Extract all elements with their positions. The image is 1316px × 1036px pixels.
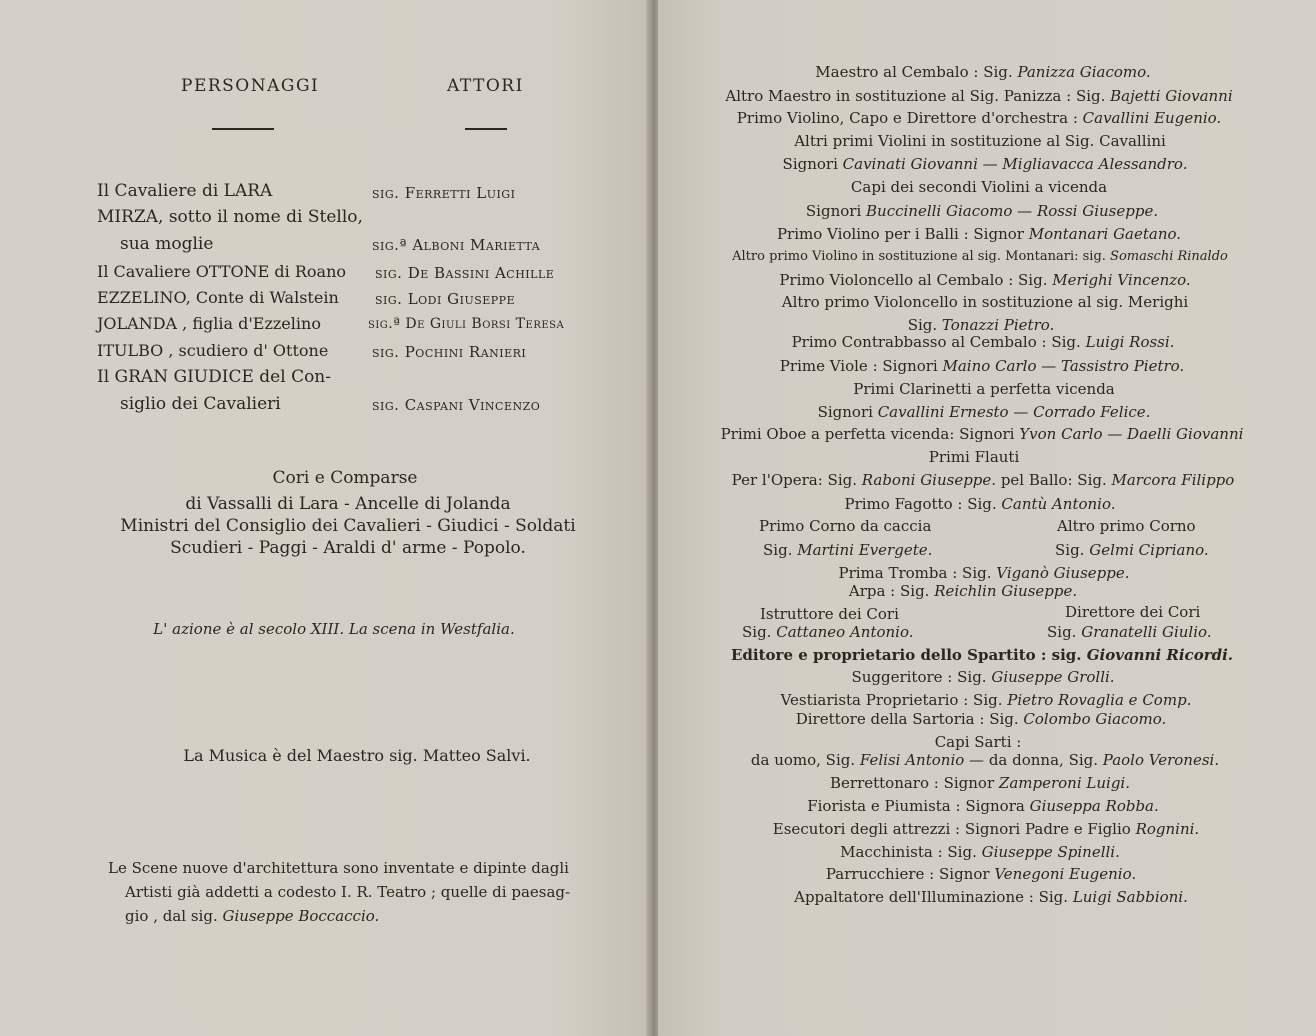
cori-title: Cori e Comparse (272, 468, 418, 488)
staff-role: Primo Fagotto : Sig. (844, 495, 1002, 513)
staff-line (732, 470, 1235, 490)
staff-name: Giuseppe Grolli. (991, 668, 1115, 686)
staff-role: Vestiarista Proprietario : Sig. (780, 691, 1008, 709)
staff-role: Primi Oboe a perfetta vicenda: Signori (720, 425, 1020, 443)
staff-name: Marcora Filippo (1111, 471, 1235, 489)
staff-role: Editore e proprietario dello Spartito : sig. (730, 646, 1087, 664)
cori-istruttore-name (742, 622, 914, 642)
staff-role: Sig. (1047, 623, 1082, 641)
staff-role: Appaltatore dell'Illuminazione : Sig. (794, 888, 1073, 906)
staff-name: Zamperoni Luigi. (998, 774, 1130, 792)
staff-name: Somaschi Rinaldo (1110, 249, 1228, 264)
azione-line: L' azione è al secolo XIII. La scena in Westfalia. (153, 620, 515, 638)
rule-personaggi (212, 128, 274, 130)
staff-name: Martini Evergete. (797, 541, 933, 559)
staff-role: Fiorista e Piumista : Signora (807, 797, 1030, 815)
staff-name: Venegoni Eugenio. (994, 865, 1137, 883)
staff-line (844, 494, 1115, 514)
staff-role: Sig. (763, 541, 798, 559)
staff-line (751, 750, 1219, 770)
staff-role: Prima Tromba : Sig. (838, 564, 997, 582)
scene-line: Le Scene nuove d'architettura sono inventate e dipinte dagli (108, 859, 569, 877)
cast-actor: sig.ª Alboni Marietta (372, 236, 541, 254)
musica-line: La Musica è del Maestro sig. Matteo Salvi. (183, 746, 531, 765)
staff-name: Cavallini Eugenio. (1082, 109, 1222, 127)
cori-line: Ministri del Consiglio dei Cavalieri - Giudici - Soldati (120, 516, 576, 536)
cori-direttore-name (1047, 622, 1212, 642)
staff-role: Arpa : Sig. (848, 582, 935, 600)
corno-altro-name (1055, 540, 1209, 560)
staff-name: Buccinelli Giacomo — Rossi Giuseppe. (866, 202, 1159, 220)
staff-name: Felisi Antonio (859, 751, 965, 769)
staff-name: Reichlin Giuseppe. (934, 582, 1078, 600)
staff-role: da uomo, Sig. (750, 751, 860, 769)
staff-line (721, 424, 1244, 444)
staff-line (794, 887, 1188, 907)
staff-line: Primi Flauti (928, 448, 1020, 466)
staff-role: Maestro al Cembalo : Sig. (815, 63, 1018, 81)
staff-line (796, 709, 1167, 729)
staff-role: Primo Violoncello al Cembalo : Sig. (779, 271, 1053, 289)
staff-line (737, 108, 1221, 128)
cast-role: JOLANDA , figlia d'Ezzelino (97, 314, 321, 333)
staff-line (731, 645, 1233, 665)
staff-name: Cavallini Ernesto — Corrado Felice. (877, 403, 1151, 421)
staff-role: Signori (817, 403, 878, 421)
staff-role: Suggeritore : Sig. (851, 668, 992, 686)
staff-role: Altro primo Violino in sostituzione al sig. Montanari: sig. (732, 249, 1111, 264)
staff-role: Sig. (907, 316, 942, 334)
scene-name: Giuseppe Boccaccio. (222, 907, 380, 925)
staff-name: Merighi Vincenzo. (1052, 271, 1191, 289)
cast-role: siglio dei Cavalieri (120, 394, 281, 414)
staff-name: Giovanni Ricordi. (1086, 646, 1234, 664)
cori-line: di Vassalli di Lara - Ancelle di Jolanda (185, 494, 511, 514)
scene-text: gio , dal sig. (125, 907, 223, 925)
staff-role: Prime Viole : Signori (779, 357, 943, 375)
staff-name: Giuseppa Robba. (1029, 797, 1159, 815)
staff-line (779, 270, 1190, 290)
cast-actor: sig. Ferretti Luigi (372, 184, 516, 202)
staff-line (781, 690, 1192, 710)
cast-role: ITULBO , scudiero d' Ottone (97, 341, 329, 360)
staff-name: Colombo Giacomo. (1023, 710, 1167, 728)
cori-direttore: Direttore dei Cori (1065, 603, 1201, 621)
staff-name: Bajetti Giovanni (1110, 87, 1233, 105)
cast-actor: sig. Lodi Giuseppe (375, 290, 516, 308)
rule-attori (465, 128, 507, 130)
staff-line: Capi Sarti : (934, 733, 1022, 751)
staff-role: Parrucchiere : Signor (825, 865, 995, 883)
staff-line: Capi dei secondi Violini a vicenda (850, 178, 1108, 196)
staff-role: Primo Violino, Capo e Direttore d'orchestra : (736, 109, 1083, 127)
staff-role: Sig. (1055, 541, 1090, 559)
staff-name: Rognini. (1135, 820, 1200, 838)
staff-name: Granatelli Giulio. (1081, 623, 1212, 641)
staff-line (783, 154, 1188, 174)
cast-role: Il Cavaliere di LARA (97, 181, 273, 201)
staff-line (838, 563, 1129, 583)
scene-line: Artisti già addetti a codesto I. R. Teatro ; quelle di paesag- (125, 883, 571, 901)
staff-line (773, 819, 1199, 839)
staff-name: Pietro Rovaglia e Comp. (1007, 691, 1192, 709)
staff-role: Signori (782, 155, 843, 173)
staff-name: Maino Carlo — Tassistro Pietro. (942, 357, 1185, 375)
staff-line (815, 62, 1150, 82)
staff-role: Signori (805, 202, 867, 220)
cori-istruttore: Istruttore dei Cori (760, 605, 899, 623)
staff-line (830, 773, 1130, 793)
staff-name: Yvon Carlo — Daelli Giovanni (1019, 425, 1244, 443)
staff-name: Cattaneo Antonio. (776, 623, 914, 641)
staff-name: Giuseppe Spinelli. (981, 843, 1120, 861)
staff-name: Paolo Veronesi. (1102, 751, 1220, 769)
staff-name: Cavinati Giovanni — Migliavacca Alessandro. (842, 155, 1188, 173)
staff-role: Berrettonaro : Signor (830, 774, 999, 792)
staff-role: Sig. (742, 623, 777, 641)
staff-line (780, 356, 1184, 376)
staff-line: Primi Clarinetti a perfetta vicenda (853, 380, 1115, 398)
cast-role: Il Cavaliere OTTONE di Roano (97, 262, 347, 281)
staff-line (840, 842, 1120, 862)
staff-role: Direttore della Sartoria : Sig. (795, 710, 1024, 728)
staff-name: Panizza Giacomo. (1017, 63, 1151, 81)
staff-role: Altro Maestro in sostituzione al Sig. Panizza : Sig. (725, 87, 1111, 105)
cast-role: sua moglie (120, 234, 214, 254)
staff-line: Altri primi Violini in sostituzione al Sig. Cavallini (794, 132, 1166, 150)
cast-actor: sig. Pochini Ranieri (372, 343, 527, 361)
cast-actor: sig. Caspani Vincenzo (372, 396, 541, 414)
cast-role: EZZELINO, Conte di Walstein (97, 288, 339, 307)
staff-role: Per l'Opera: Sig. (731, 471, 862, 489)
left-page (0, 0, 652, 1036)
header-attori: ATTORI (447, 76, 524, 96)
cori-line: Scudieri - Paggi - Araldi d' arme - Popolo. (170, 538, 526, 558)
right-page (658, 0, 1316, 1036)
staff-name: Cantù Antonio. (1001, 495, 1116, 513)
corno-altro: Altro primo Corno (1057, 517, 1196, 535)
header-personaggi: PERSONAGGI (181, 76, 320, 96)
scene-line (125, 906, 379, 926)
staff-role: Macchinista : Sig. (840, 843, 982, 861)
staff-line (818, 402, 1151, 422)
staff-name: Luigi Sabbioni. (1072, 888, 1188, 906)
cast-role: MIRZA, sotto il nome di Stello, (97, 207, 363, 227)
staff-line (792, 332, 1175, 352)
staff-line (732, 247, 1228, 267)
staff-name: Gelmi Cipriano. (1089, 541, 1209, 559)
staff-line (851, 667, 1114, 687)
cast-actor: sig.ª De Giuli Borsi Teresa (368, 316, 565, 332)
staff-role: Primo Contrabbasso al Cembalo : Sig. (791, 333, 1086, 351)
staff-name: Tonazzi Pietro. (941, 316, 1055, 334)
corno-primo: Primo Corno da caccia (759, 517, 932, 535)
corno-primo-name (763, 540, 932, 560)
staff-name: Luigi Rossi. (1085, 333, 1175, 351)
staff-role: pel Ballo: Sig. (996, 471, 1112, 489)
staff-line (826, 864, 1136, 884)
staff-line (849, 581, 1077, 601)
staff-name: Viganò Giuseppe. (996, 564, 1130, 582)
staff-role: Primo Violino per i Balli : Signor (776, 225, 1029, 243)
staff-name: Raboni Giuseppe. (861, 471, 997, 489)
staff-line (806, 201, 1158, 221)
staff-line: Altro primo Violoncello in sostituzione al sig. Merighi (781, 293, 1189, 311)
staff-role: — da donna, Sig. (964, 751, 1103, 769)
cast-actor: sig. De Bassini Achille (375, 264, 555, 282)
staff-name: Montanari Gaetano. (1028, 225, 1182, 243)
staff-role: Esecutori degli attrezzi : Signori Padre e Figlio (772, 820, 1136, 838)
staff-line (807, 796, 1159, 816)
cast-role: Il GRAN GIUDICE del Con- (97, 367, 331, 387)
staff-line (725, 86, 1232, 106)
staff-line (777, 224, 1181, 244)
